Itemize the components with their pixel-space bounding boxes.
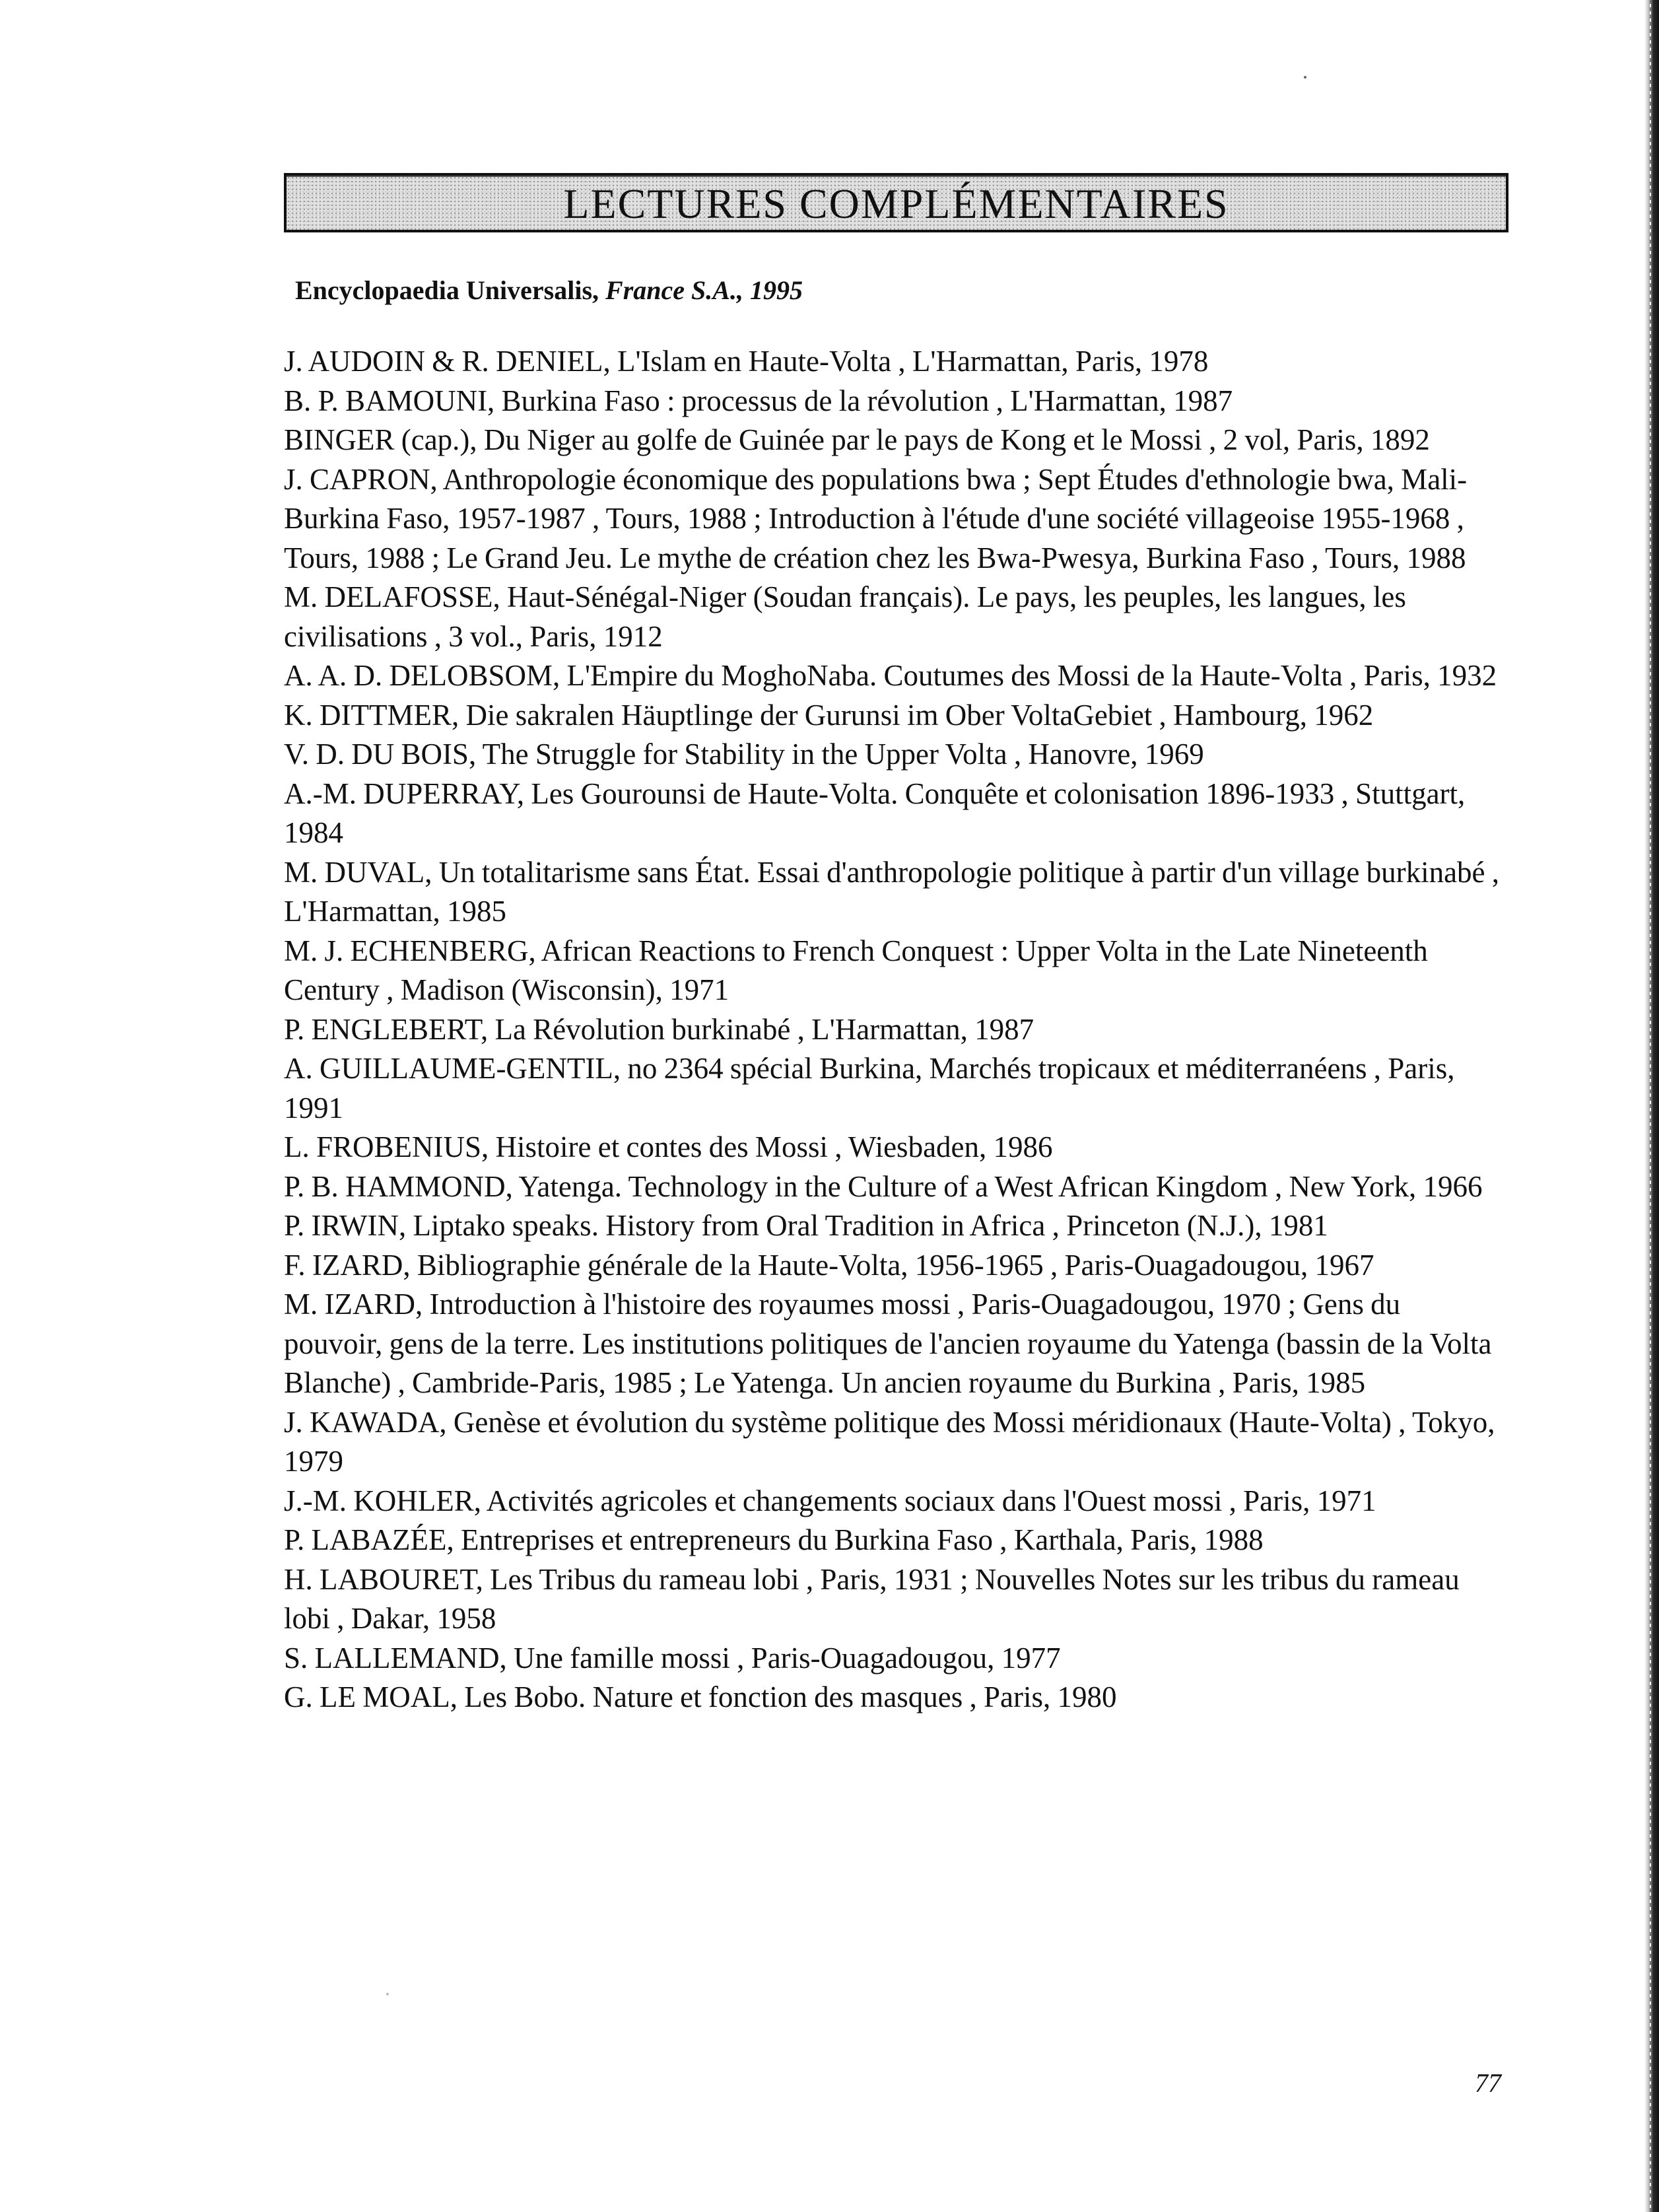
scanned-page-edge: [1644, 0, 1659, 2212]
bibliography-entry: K. DITTMER, Die sakralen Häuptlinge der Gurunsi im Ober VoltaGebiet , Hambourg, 1962: [284, 698, 1374, 732]
bibliography-entry: H. LABOURET, Les Tribus du rameau lobi , Paris, 1931 ; Nouvelles Notes sur les tribus du rameau lobi , Dakar, 1958: [284, 1562, 1460, 1635]
bibliography-entry: J.-M. KOHLER, Activités agricoles et changements sociaux dans l'Ouest mossi , Paris, 1971: [284, 1484, 1376, 1517]
bibliography-entry: A. A. D. DELOBSOM, L'Empire du MoghoNaba. Coutumes des Mossi de la Haute-Volta , Paris, 1932: [284, 659, 1497, 692]
page-number: 77: [1475, 2068, 1501, 2098]
bibliography-list: [284, 342, 1505, 1717]
source-citation: [295, 275, 803, 306]
bibliography-entry: A. GUILLAUME-GENTIL, no 2364 spécial Burkina, Marchés tropicaux et méditerranéens , Paris, 1991: [284, 1052, 1455, 1124]
section-title-banner: [284, 173, 1508, 232]
bibliography-entry: P. IRWIN, Liptako speaks. History from Oral Tradition in Africa , Princeton (N.J.), 1981: [284, 1209, 1328, 1242]
bibliography-entry: G. LE MOAL, Les Bobo. Nature et fonction des masques , Paris, 1980: [284, 1680, 1117, 1713]
bibliography-entry: M. J. ECHENBERG, African Reactions to French Conquest : Upper Volta in the Late Nineteenth Century , Madison (Wisconsin), 1971: [284, 934, 1428, 1006]
bibliography-entry: J. KAWADA, Genèse et évolution du système politique des Mossi méridionaux (Haute-Volta) , Tokyo, 1979: [284, 1405, 1495, 1478]
bibliography-entry: M. DELAFOSSE, Haut-Sénégal-Niger (Soudan français). Le pays, les peuples, les langues, les civilisations , 3 vol., Paris, 1912: [284, 580, 1406, 653]
bibliography-entry: F. IZARD, Bibliographie générale de la Haute-Volta, 1956-1965 , Paris-Ouagadougou, 1967: [284, 1248, 1374, 1282]
scan-speck: [386, 1993, 389, 1995]
bibliography-entry: L. FROBENIUS, Histoire et contes des Mossi , Wiesbaden, 1986: [284, 1130, 1053, 1163]
bibliography-entry: J. AUDOIN & R. DENIEL, L'Islam en Haute-Volta , L'Harmattan, Paris, 1978: [284, 345, 1209, 378]
bibliography-entry: B. P. BAMOUNI, Burkina Faso : processus de la révolution , L'Harmattan, 1987: [284, 384, 1233, 417]
bibliography-entry: V. D. DU BOIS, The Struggle for Stability in the Upper Volta , Hanovre, 1969: [284, 738, 1204, 771]
bibliography-entry: M. DUVAL, Un totalitarisme sans État. Essai d'anthropologie politique à partir d'un village burkinabé , L'Harmattan, 1985: [284, 855, 1500, 928]
source-publisher: France S.A., 1995: [605, 275, 803, 305]
bibliography-entry: P. B. HAMMOND, Yatenga. Technology in the Culture of a West African Kingdom , New York, 1966: [284, 1169, 1483, 1203]
bibliography-entry: J. CAPRON, Anthropologie économique des populations bwa ; Sept Études d'ethnologie bwa, Mali-Burkina Faso, 1957-1987 , Tours, 1988 ; Introduction à l'étude d'une société villageoise 1955-1968 , Tours, 1988 ; Le Grand Jeu. Le mythe de création chez les Bwa-Pwesya, Burkina Faso , Tours, 1988: [284, 462, 1468, 574]
section-title: LECTURES COMPLÉMENTAIRES: [563, 180, 1229, 227]
bibliography-entry: BINGER (cap.), Du Niger au golfe de Guinée par le pays de Kong et le Mossi , 2 vol, Paris, 1892: [284, 423, 1430, 456]
bibliography-entry: A.-M. DUPERRAY, Les Gourounsi de Haute-Volta. Conquête et colonisation 1896-1933 , Stuttgart, 1984: [284, 777, 1466, 849]
scan-speck: [1304, 76, 1306, 79]
source-name: Encyclopaedia Universalis,: [295, 275, 599, 305]
bibliography-entry: S. LALLEMAND, Une famille mossi , Paris-Ouagadougou, 1977: [284, 1641, 1061, 1675]
bibliography-entry: P. ENGLEBERT, La Révolution burkinabé , L'Harmattan, 1987: [284, 1012, 1034, 1046]
bibliography-entry: M. IZARD, Introduction à l'histoire des royaumes mossi , Paris-Ouagadougou, 1970 ; Gens du pouvoir, gens de la terre. Les institutions politiques de l'ancien royaume du Yatenga (bassin de la Volta Blanche) , Cambride-Paris, 1985 ; Le Yatenga. Un ancien royaume du Burkina , Paris, 1985: [284, 1288, 1492, 1399]
bibliography-entry: P. LABAZÉE, Entreprises et entrepreneurs du Burkina Faso , Karthala, Paris, 1988: [284, 1523, 1264, 1556]
